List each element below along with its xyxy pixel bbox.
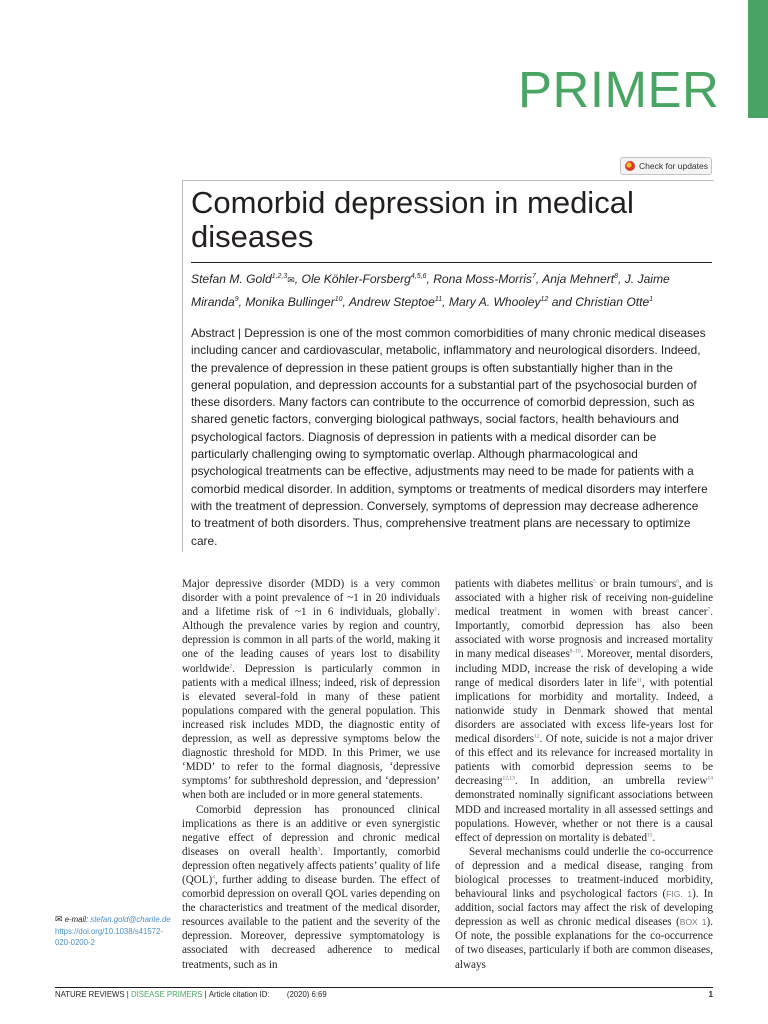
- author-affiliation: 4,5,6: [410, 273, 427, 280]
- check-for-updates-button[interactable]: [620, 157, 712, 175]
- author-affiliation: 11: [434, 296, 443, 304]
- footer-separator: |: [124, 990, 131, 999]
- envelope-icon: ✉: [287, 275, 295, 286]
- author-separator: ,: [342, 295, 349, 310]
- footer-citation-label: Article citation ID:: [208, 990, 270, 999]
- reference-marker[interactable]: 15: [647, 832, 653, 838]
- author-name: Rona Moss-Morris: [433, 272, 532, 287]
- author-separator: ,: [442, 295, 449, 310]
- envelope-icon: ✉: [55, 914, 63, 924]
- author-separator: and: [548, 295, 576, 310]
- body-paragraph: [182, 577, 440, 803]
- body-paragraph: [455, 845, 713, 972]
- author-name: Andrew Steptoe: [348, 295, 435, 310]
- author-affiliation: 8: [614, 273, 619, 280]
- body-text: ). Of note, the possible explanations for the co-occurrence of two diseases, particularly if both are common diseases, always: [455, 916, 713, 971]
- body-text: , with potential implications for morbidity and mortality. Indeed, a nationwide study in Denmark showed that mental disorders are associated with excess life-years lost for medical disorders: [455, 676, 713, 746]
- author-affiliation: 1: [649, 296, 654, 304]
- author-name: Monika Bullinger: [245, 295, 335, 310]
- abstract: Abstract | Depression is one of the most common comorbidities of many chronic medical diseases including cancer and cardiovascular, metabolic, inflammatory and neurological disorders. Indeed, the prevalence of depression in these patient groups is often substantially higher than in the general population, and depression accounts for a substantial part of the psychosocial burden of these disorders. Many factors can contribute to the occurrence of comorbid depression, such as shared genetic factors, converging biological pathways, social factors, health behaviours and psychological factors. Diagnosis of depression in patients with a medical disorder can be particularly challenging owing to symptomatic overlap. Although pharmacological and psychological treatments can be effective, adjustments may need to be made for patients with a comorbid medical disorder. In addition, symptoms or treatments of medical disorders may interfere with the treatment of depression. Conversely, symptoms of depression may decrease adherence to treatment of both disorders. Thus, comprehensive treatment plans are necessary to optimize care.: [191, 326, 708, 548]
- reference-marker[interactable]: 12: [534, 733, 540, 740]
- body-text: . Importantly, comorbid depression often negatively affects patients’ quality of life (QOL): [182, 845, 440, 886]
- author-separator: ,: [426, 272, 434, 287]
- author-affiliation: 10: [334, 296, 343, 304]
- body-text: Several mechanisms could underlie the co-occurrence of depression and a medical disease, ranging from biological processes to treatment-induced morbidity, behavioural links and psychological factors (: [455, 845, 713, 901]
- figure-box-link[interactable]: FIG. 1: [666, 889, 693, 900]
- footer-separator: |: [202, 990, 209, 999]
- reference-marker[interactable]: 2: [229, 662, 233, 669]
- author-separator: ,: [618, 272, 625, 287]
- section-label: PRIMER: [518, 61, 720, 118]
- body-column-left: [182, 577, 440, 972]
- crossmark-icon: [625, 161, 635, 171]
- reference-marker[interactable]: 12,13: [502, 775, 515, 782]
- author-name: J. Jaime Miranda: [191, 272, 670, 310]
- reference-marker[interactable]: 6: [676, 578, 679, 585]
- footer-volume: (2020) 6:69: [286, 990, 327, 999]
- correspondence-block: [55, 914, 175, 949]
- author-name: Stefan M. Gold: [191, 272, 272, 287]
- reference-marker[interactable]: 11: [636, 676, 643, 683]
- author-separator: ,: [238, 295, 246, 310]
- title-divider: [191, 262, 712, 263]
- reference-marker[interactable]: 5: [593, 578, 596, 585]
- email-link[interactable]: stefan.gold@charite.de: [90, 915, 171, 924]
- reference-marker[interactable]: 1: [434, 606, 438, 613]
- body-text: . Although the prevalence varies by region and country, depression is common in all parts of the world, making it one of the leading causes of years lost to disability worldwide: [182, 606, 440, 675]
- footer-journal: NATURE REVIEWS: [55, 990, 125, 999]
- author-name: Ole Köhler-Forsberg: [301, 272, 411, 287]
- author-list: [191, 267, 711, 312]
- body-text: Major depressive disorder (MDD) is a very common disorder with a point prevalence of ~1 in 20 individuals and a lifetime risk of ~1 in 6 individuals, globally: [182, 578, 440, 619]
- body-text: demonstrated nominally significant associations between MDD and increased mortality in all assessed settings and populations. However, whether or not there is a causal effect of depression on mortality is debated: [455, 789, 713, 844]
- author-affiliation: 1,2,3: [271, 273, 288, 280]
- reference-marker[interactable]: 4: [212, 874, 215, 881]
- email-label: e-mail:: [64, 915, 89, 924]
- body-text: . Depression is particularly common in patients with a medical illness; indeed, risk of depression is elevated several-fold in many of these patient populations compared with the general population. This increased risk includes MDD, the diagnostic entity of depression, as well as depressive symptoms below the diagnostic threshold for MDD. In this Primer, we use ‘MDD’ to refer to the formal diagnosis, ‘depressive symptoms’ for subthreshold depression, and ‘depression’ when both are included or in more general statements.: [182, 662, 440, 802]
- footer-gap: [270, 990, 287, 999]
- page-number: 1: [708, 990, 713, 999]
- reference-marker[interactable]: 14: [707, 775, 713, 782]
- footer-divider: [55, 987, 713, 988]
- body-text: . Moreover, mental disorders, including MDD, increase the risk of developing a wide range of medical disorders later in life: [455, 648, 714, 689]
- author-affiliation: 12: [540, 296, 549, 304]
- body-text: patients with diabetes mellitus: [455, 578, 594, 590]
- body-text: . In addition, an umbrella review: [514, 775, 708, 788]
- reference-marker[interactable]: 7: [707, 606, 711, 613]
- body-paragraph: [455, 577, 713, 845]
- body-text: ). In addition, social factors may affect the risk of developing depression as well as chronic medical diseases (: [455, 888, 713, 929]
- body-text: . Of note, suicide is not a major driver of this effect and its relevance for increased mortality in patients with comorbid depression seems to be decreasing: [455, 733, 713, 788]
- body-text: .: [652, 831, 656, 844]
- doi-link[interactable]: https://doi.org/10.1038/s41572-020-0200-2: [55, 926, 163, 947]
- figure-box-link[interactable]: BOX 1: [679, 917, 707, 928]
- body-text: . Importantly, comorbid depression has also been associated with worse prognosis and increased mortality in many medical diseases: [455, 606, 713, 661]
- body-text: or brain tumours: [595, 578, 677, 590]
- author-name: Christian Otte: [575, 295, 650, 310]
- reference-marker[interactable]: 3: [317, 846, 321, 853]
- page-footer: [55, 990, 713, 999]
- author-separator: ,: [294, 272, 302, 287]
- author-name: Mary A. Whooley: [448, 295, 541, 310]
- green-accent-bar: [748, 0, 768, 118]
- author-name: Anja Mehnert: [542, 272, 615, 287]
- author-affiliation: 9: [234, 296, 239, 304]
- reference-marker[interactable]: 8–10: [569, 648, 581, 655]
- author-separator: ,: [535, 272, 543, 287]
- footer-journal-sub: DISEASE PRIMERS: [130, 990, 203, 999]
- author-affiliation: 7: [531, 273, 536, 280]
- body-text: , further adding to disease burden. The effect of comorbid depression on overall QOL varies depending on the characteristics and treatment of the medical disorder, resources available to the patient and the severity of the depression. Moreover, depressive symptomatology is associated with decreased adherence to medical treatments, such as in: [182, 873, 440, 971]
- article-title: Comorbid depression in medical diseases: [191, 185, 634, 254]
- body-text: Comorbid depression has pronounced clinical implications as there is an additive or even synergistic negative effect of depression and chronic medical diseases on overall health: [182, 803, 440, 858]
- body-text: , and is associated with a higher risk of receiving non-guideline medical treatment in women with breast cancer: [455, 578, 713, 619]
- check-for-updates-label: Check for updates: [639, 161, 708, 171]
- body-column-right: [455, 577, 713, 972]
- body-paragraph: [182, 803, 440, 972]
